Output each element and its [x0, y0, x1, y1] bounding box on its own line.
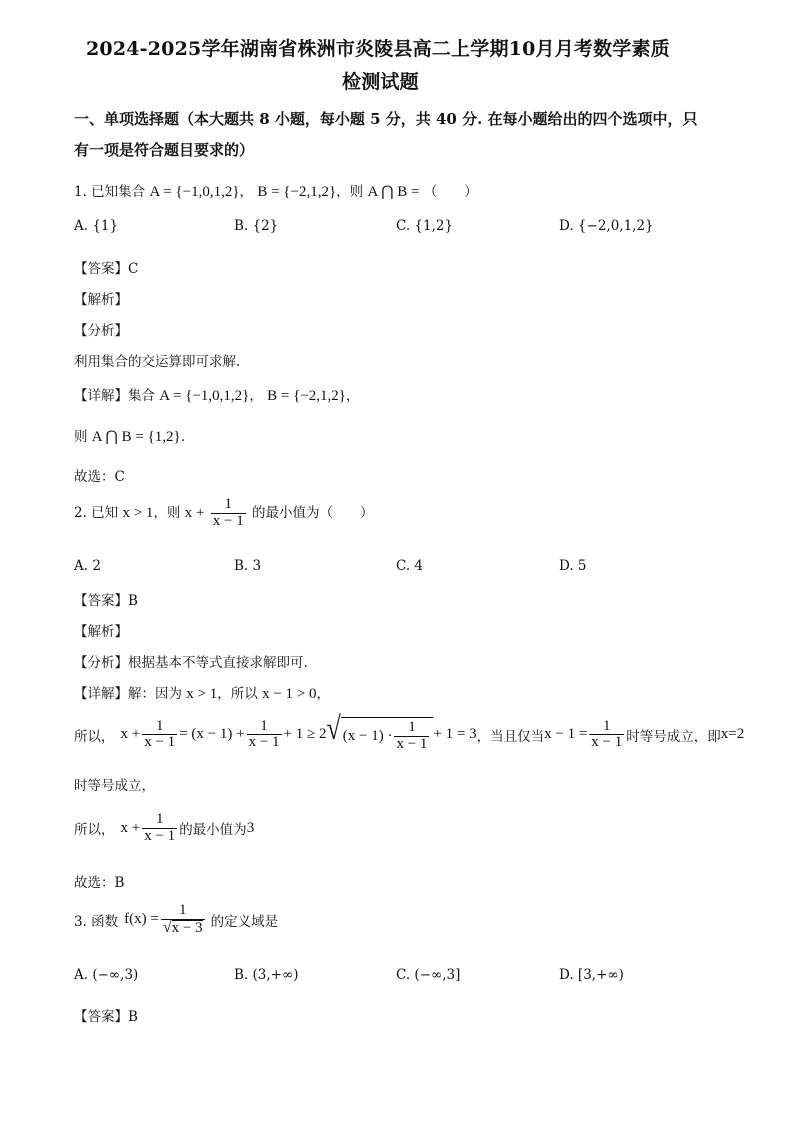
question-2-option-a: A. 2	[74, 558, 101, 574]
question-2-option-c: C. 4	[396, 558, 424, 574]
question-2-equation-part-e: + 1 = 3	[433, 726, 477, 743]
question-1-stem	[74, 180, 478, 201]
question-3-answer: 【答案】B	[74, 1009, 138, 1025]
question-2-equation-part-b: = (x − 1) +	[179, 726, 245, 743]
question-1-set-b: B = {−2,1,2}	[257, 184, 337, 200]
question-2-option-b: B. 3	[234, 558, 262, 574]
question-1-choice: 故选：C	[74, 469, 125, 485]
question-1-set-a: A = {−1,0,1,2}	[149, 184, 240, 200]
question-1-detail-set-a: A = {−1,0,1,2}	[159, 388, 250, 404]
question-2-fraction-numerator: 1	[224, 496, 232, 512]
question-2-detail-mid: ，所以	[217, 686, 258, 702]
fraction-numerator: 1	[260, 717, 268, 734]
question-2-minimum-fraction	[142, 812, 177, 845]
question-2-equation-part-c: + 1 ≥ 2	[283, 726, 327, 743]
fraction-denominator: x − 1	[248, 734, 280, 751]
question-1-option-a: A. {1}	[74, 218, 119, 234]
radical-sign-icon: √	[162, 918, 172, 936]
question-2-detail-end: ，	[316, 686, 330, 702]
question-2-detail-condition: x > 1	[186, 686, 218, 702]
question-2-detail-label: 【详解】解：因为	[74, 686, 182, 702]
question-1-number: 1. 已知集合	[74, 184, 146, 200]
question-1-detail-sep: ，	[249, 388, 263, 404]
question-2-equation-fraction-2	[247, 719, 282, 752]
question-1-detail	[74, 384, 360, 405]
question-2-fraction	[211, 497, 246, 530]
question-2-equation-x-plus: x +	[120, 726, 141, 743]
question-2-then: ，则	[153, 504, 181, 521]
question-2-choice: 故选：B	[74, 875, 125, 891]
question-2-tail: 的最小值为（ ）	[252, 504, 374, 521]
document-title-line2: 检测试题	[342, 71, 419, 93]
question-2-equation-part-h: 时等号成立，即	[626, 728, 721, 745]
question-2-analysis-label: 【解析】	[74, 624, 128, 640]
fraction-numerator: 1	[603, 717, 611, 734]
question-1-analysis-label: 【解析】	[74, 292, 128, 308]
question-3-stem	[74, 903, 278, 937]
question-2-fenxi: 【分析】根据基本不等式直接求解即可.	[74, 655, 308, 671]
question-2-number: 2. 已知	[74, 504, 119, 521]
document-title-line1: 2024-2025学年湖南省株洲市炎陵县高二上学期10月月考数学素质	[86, 38, 670, 60]
question-1-detail-label: 【详解】集合	[74, 388, 155, 404]
fraction-numerator: 1	[155, 811, 164, 827]
question-2-equation-part-i: x=2	[720, 726, 745, 743]
question-2-minimum	[74, 812, 254, 845]
question-1-result-label: 则	[74, 429, 88, 445]
question-1-fenxi-label: 【分析】	[74, 323, 128, 339]
radical-content	[341, 717, 434, 753]
fraction-denominator: x − 1	[591, 734, 623, 751]
fraction-numerator: 1	[155, 717, 164, 734]
question-2-minimum-text: 的最小值为	[179, 822, 247, 839]
question-3-radicand: x − 3	[171, 919, 203, 936]
question-1-result-end: .	[180, 429, 186, 445]
question-3-option-c: C. (−∞,3]	[396, 967, 461, 983]
question-2-minimum-value: 3	[246, 819, 255, 836]
question-3-fraction	[161, 903, 205, 937]
fraction-numerator: 1	[408, 719, 416, 735]
fraction-denominator: x − 1	[144, 827, 176, 844]
question-2-equation-part-g: x − 1 =	[544, 726, 588, 743]
question-1-option-d: D. {−2,0,1,2}	[559, 218, 654, 234]
question-3-option-b: B. (3,+∞)	[234, 967, 299, 983]
question-2-equation-fraction-3	[394, 720, 429, 753]
question-1-fenxi-text: 利用集合的交运算即可求解.	[74, 354, 241, 370]
question-3-number: 3. 函数	[74, 913, 119, 930]
question-1-detail-end: ，	[346, 388, 360, 404]
section-heading-line2: 有一项是符合题目要求的）	[74, 141, 255, 159]
question-1-option-c: C. {1,2}	[396, 218, 454, 234]
question-2-detail	[74, 682, 330, 703]
question-2-detail-condition-2: x − 1 > 0	[262, 686, 317, 702]
radical-sign-icon: √	[326, 710, 341, 747]
question-2-stem	[74, 497, 374, 530]
question-2-minimum-x-plus: x +	[120, 819, 141, 836]
question-2-equation-prefix: 所以，	[74, 728, 115, 745]
question-2-option-d: D. 5	[559, 558, 587, 574]
question-2-equation-continued: 时等号成立，	[74, 778, 155, 794]
question-1-result	[74, 425, 185, 446]
question-1-result-expression: A ⋂ B = {1,2}	[91, 429, 181, 445]
question-2-equation-fraction-1	[142, 719, 177, 752]
question-3-function: f(x) =	[124, 911, 159, 928]
question-2-condition: x > 1	[122, 504, 154, 521]
question-1-detail-set-b: B = {−2,1,2}	[267, 388, 346, 404]
section-heading-line1: 一、单项选择题（本大题共 8 小题，每小题 5 分，共 40 分. 在每小题给出的四个选项中，只	[74, 110, 698, 128]
question-1-expression: A ⋂ B =	[367, 184, 420, 200]
fraction-denominator: x − 1	[144, 734, 176, 751]
question-2-equation-part-f: ，当且仅当	[476, 728, 545, 745]
question-2-equation-sqrt	[326, 710, 433, 753]
question-3-fraction-numerator: 1	[179, 902, 187, 918]
question-3-option-d: D. [3,+∞)	[559, 967, 624, 983]
question-2-minimum-prefix: 所以，	[74, 822, 115, 839]
question-3-option-a: A. (−∞,3)	[74, 967, 139, 983]
question-2-equation-fraction-4	[589, 719, 624, 752]
question-2-fraction-denominator: x − 1	[212, 512, 244, 529]
question-1-answer: 【答案】C	[74, 261, 139, 277]
fraction-denominator: x − 1	[396, 735, 428, 752]
question-2-equation	[74, 710, 745, 753]
question-1-comma: ，	[239, 184, 254, 200]
question-3-tail: 的定义域是	[210, 913, 279, 930]
question-1-then: ，则	[336, 184, 364, 200]
question-1-paren: （ ）	[423, 184, 478, 200]
question-1-option-b: B. {2}	[234, 218, 279, 234]
question-2-x-plus: x +	[184, 504, 205, 521]
question-2-equation-part-d: (x − 1) ·	[342, 727, 393, 744]
question-2-answer: 【答案】B	[74, 593, 138, 609]
question-3-fraction-denominator	[161, 919, 205, 937]
